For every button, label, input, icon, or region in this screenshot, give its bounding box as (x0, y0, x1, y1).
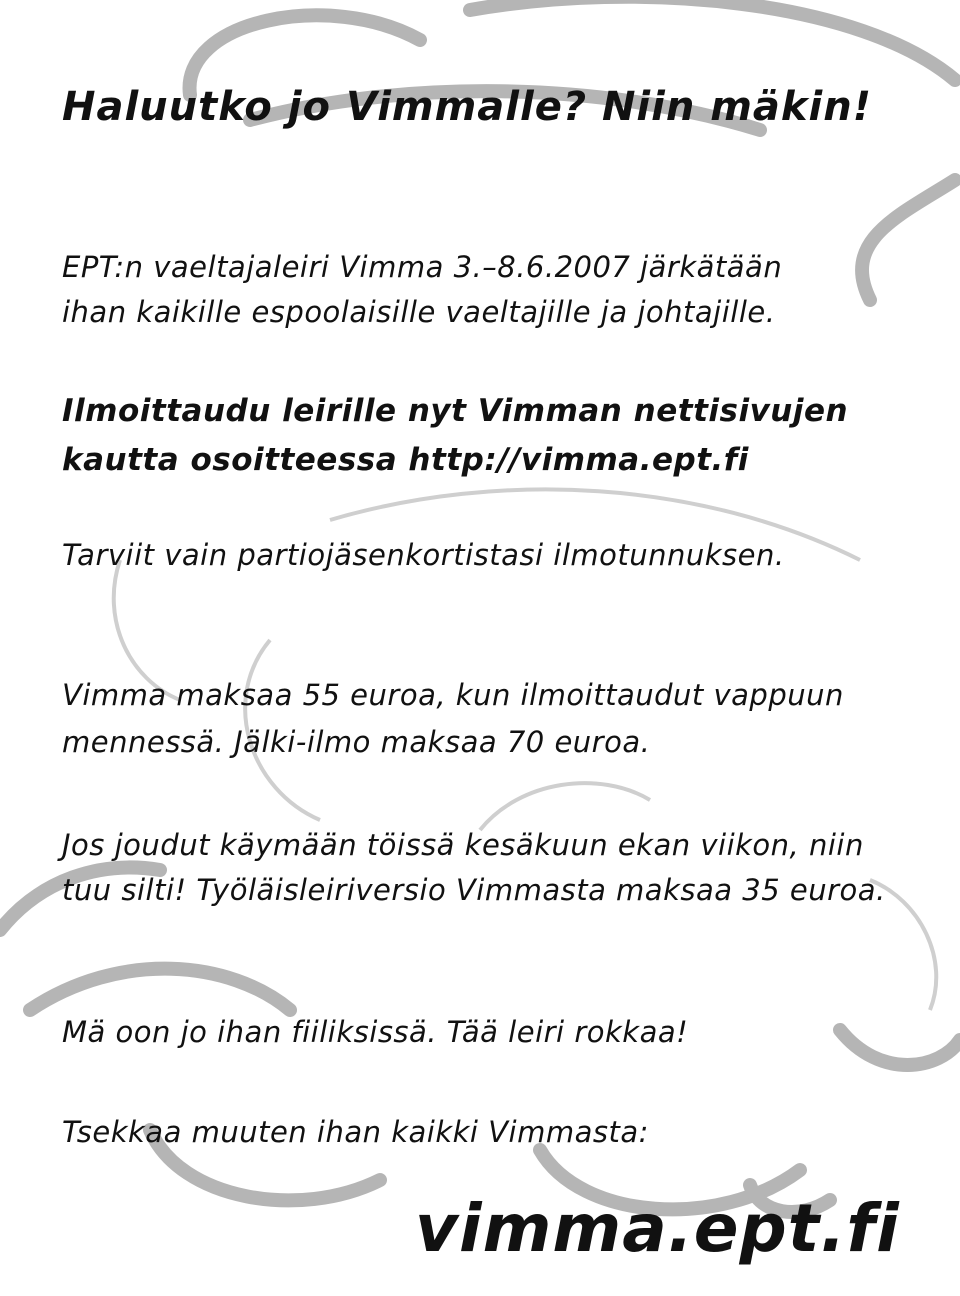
intro-line-2: ihan kaikille espoolaisille vaeltajille ja johtajille. (62, 295, 776, 329)
signup-line-1: Ilmoittaudu leirille nyt Vimman nettisivujen (62, 393, 849, 429)
headline: Haluutko jo Vimmalle? Niin mäkin! (62, 84, 872, 130)
price-line-2: mennessä. Jälki-ilmo maksaa 70 euroa. (62, 725, 651, 759)
signup-line-2: kautta osoitteessa http://vimma.ept.fi (62, 442, 749, 478)
price-line-1: Vimma maksaa 55 euroa, kun ilmoittaudut vappuun (62, 678, 844, 712)
worker-line-2: tuu silti! Työläisleiriversio Vimmasta maksaa 35 euroa. (62, 873, 886, 907)
mood-text: Mä oon jo ihan fiiliksissä. Tää leiri rokkaa! (62, 1015, 689, 1049)
worker-line-1: Jos joudut käymään töissä kesäkuun ekan viikon, niin (62, 828, 864, 862)
check-text: Tsekkaa muuten ihan kaikki Vimmasta: (62, 1115, 649, 1149)
intro-line-1: EPT:n vaeltajaleiri Vimma 3.–8.6.2007 järkätään (62, 250, 783, 284)
requirement-text: Tarviit vain partiojäsenkortistasi ilmotunnuksen. (62, 538, 785, 572)
website-url: vimma.ept.fi (415, 1190, 900, 1267)
